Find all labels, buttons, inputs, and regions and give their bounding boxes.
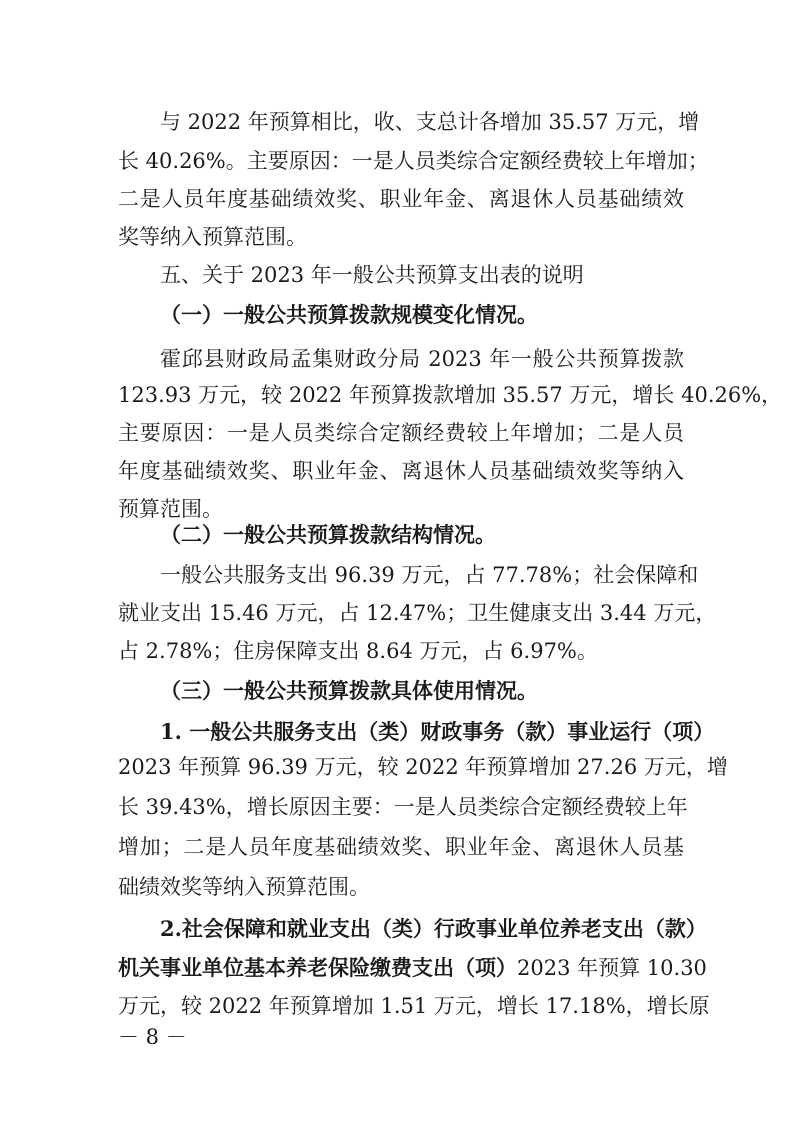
paragraph-line: 础绩效奖等纳入预算范围。 xyxy=(118,875,370,899)
paragraph-line: 123.93 万元，较 2022 年预算拨款增加 35.57 万元，增长 40.26%， xyxy=(118,383,783,407)
paragraph-line: 预算范围。 xyxy=(118,497,223,521)
item-heading: 2.社会保障和就业支出（类）行政事业单位养老支出（款） xyxy=(160,916,707,941)
paragraph-line: 长 40.26%。主要原因：一是人员类综合定额经费较上年增加； xyxy=(118,149,709,173)
paragraph-line: 年度基础绩效奖、职业年金、离退休人员基础绩效奖等纳入 xyxy=(118,459,684,483)
paragraph-line: 增加；二是人员年度基础绩效奖、职业年金、离退休人员基 xyxy=(118,835,684,859)
paragraph-line: 主要原因：一是人员类综合定额经费较上年增加；二是人员 xyxy=(118,421,684,445)
page-number: － 8 － xyxy=(118,1025,187,1049)
item-heading-bold: 机关事业单位基本养老保险缴费支出（项） xyxy=(118,955,517,980)
paragraph-line: 万元，较 2022 年预算增加 1.51 万元，增长 17.18%，增长原 xyxy=(118,994,710,1018)
item-heading: 1. 一般公共服务支出（类）财政事务（款）事业运行（项） xyxy=(160,719,715,744)
subsection-heading: （一）一般公共预算拨款规模变化情况。 xyxy=(160,302,538,327)
paragraph-line: 二是人员年度基础绩效奖、职业年金、离退休人员基础绩效 xyxy=(118,187,684,211)
paragraph-line: 长 39.43%，增长原因主要：一是人员类综合定额经费较上年 xyxy=(118,795,688,819)
paragraph-line: 与 2022 年预算相比，收、支总计各增加 35.57 万元，增 xyxy=(160,110,700,134)
paragraph-line: 占 2.78%；住房保障支出 8.64 万元，占 6.97%。 xyxy=(118,639,598,663)
paragraph-line: 霍邱县财政局孟集财政分局 2023 年一般公共预算拨款 xyxy=(160,347,684,371)
subsection-heading: （三）一般公共预算拨款具体使用情况。 xyxy=(160,678,538,703)
paragraph-line: 2023 年预算 96.39 万元，较 2022 年预算增加 27.26 万元，增 xyxy=(118,755,728,779)
subsection-heading: （二）一般公共预算拨款结构情况。 xyxy=(160,522,496,547)
item-heading-rest: 2023 年预算 10.30 xyxy=(517,956,707,980)
item-heading-continued xyxy=(118,953,707,983)
paragraph-line: 就业支出 15.46 万元，占 12.47%；卫生健康支出 3.44 万元， xyxy=(118,601,717,625)
paragraph-line: 奖等纳入预算范围。 xyxy=(118,225,307,249)
paragraph-line: 一般公共服务支出 96.39 万元，占 77.78%；社会保障和 xyxy=(160,563,699,587)
section-heading: 五、关于 2023 年一般公共预算支出表的说明 xyxy=(160,263,584,287)
